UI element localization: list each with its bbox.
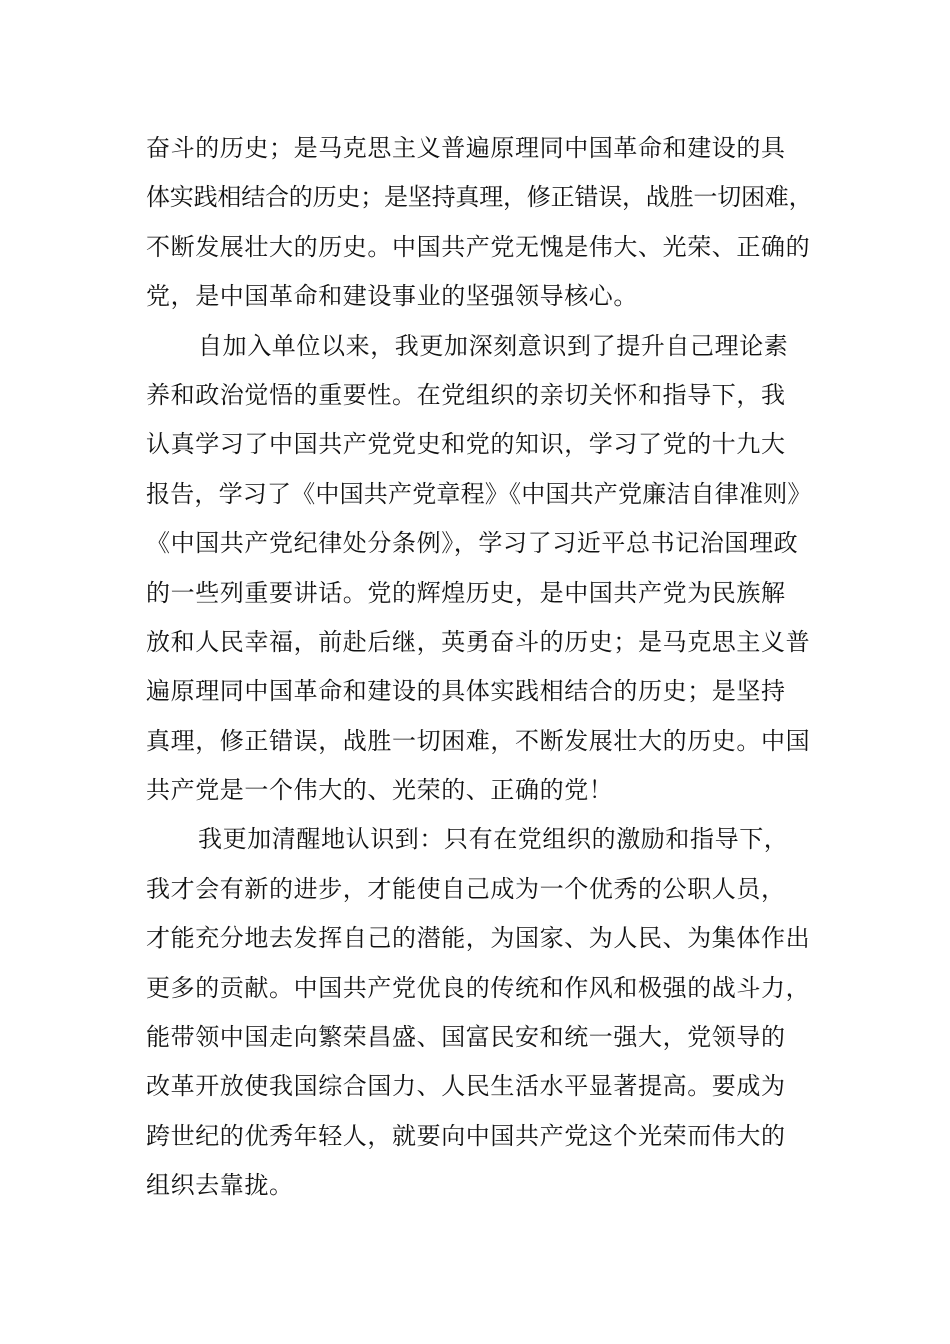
text-line: 能带领中国走向繁荣昌盛、国富民安和统一强大，党领导的 [146, 1023, 786, 1052]
text-line: 《中国共产党纪律处分条例》，学习了习近平总书记治国理政 [146, 529, 799, 558]
text-line: 认真学习了中国共产党党史和党的知识，学习了党的十九大 [146, 430, 786, 459]
paragraph-first-line: 我更加清醒地认识到：只有在党组织的激励和指导下， [198, 825, 789, 854]
text-line: 放和人民幸福，前赴后继，英勇奋斗的历史；是马克思主义普 [146, 627, 811, 656]
text-line: 改革开放使我国综合国力、人民生活水平显著提高。要成为 [146, 1072, 786, 1101]
text-line: 遍原理同中国革命和建设的具体实践相结合的历史；是坚持 [146, 677, 786, 706]
text-line: 奋斗的历史；是马克思主义普遍原理同中国革命和建设的具 [146, 134, 786, 162]
document-body [146, 124, 816, 1211]
text-line: 养和政治觉悟的重要性。在党组织的亲切关怀和指导下，我 [146, 380, 786, 409]
text-line: 的一些列重要讲话。党的辉煌历史，是中国共产党为民族解 [146, 578, 786, 607]
text-line: 真理，修正错误，战胜一切困难，不断发展壮大的历史。中国 [146, 726, 811, 755]
text-line: 我才会有新的进步，才能使自己成为一个优秀的公职人员， [146, 874, 786, 903]
text-line: 更多的贡献。中国共产党优良的传统和作风和极强的战斗力， [146, 973, 811, 1002]
paragraph-first-line: 自加入单位以来，我更加深刻意识到了提升自己理论素 [198, 331, 789, 360]
text-line: 跨世纪的优秀年轻人，就要向中国共产党这个光荣而伟大的 [146, 1121, 786, 1150]
text-line: 体实践相结合的历史；是坚持真理，修正错误，战胜一切困难， [146, 183, 813, 212]
text-line: 才能充分地去发挥自己的潜能，为国家、为人民、为集体作出 [146, 924, 811, 953]
text-line: 不断发展壮大的历史。中国共产党无愧是伟大、光荣、正确的 [146, 232, 811, 261]
text-line: 组织去靠拢。 [146, 1171, 294, 1200]
text-line: 报告，学习了《中国共产党章程》《中国共产党廉洁自律准则》 [146, 479, 812, 508]
text-line: 共产党是一个伟大的、光荣的、正确的党！ [146, 776, 614, 805]
text-line: 党，是中国革命和建设事业的坚强领导核心。 [146, 282, 638, 311]
